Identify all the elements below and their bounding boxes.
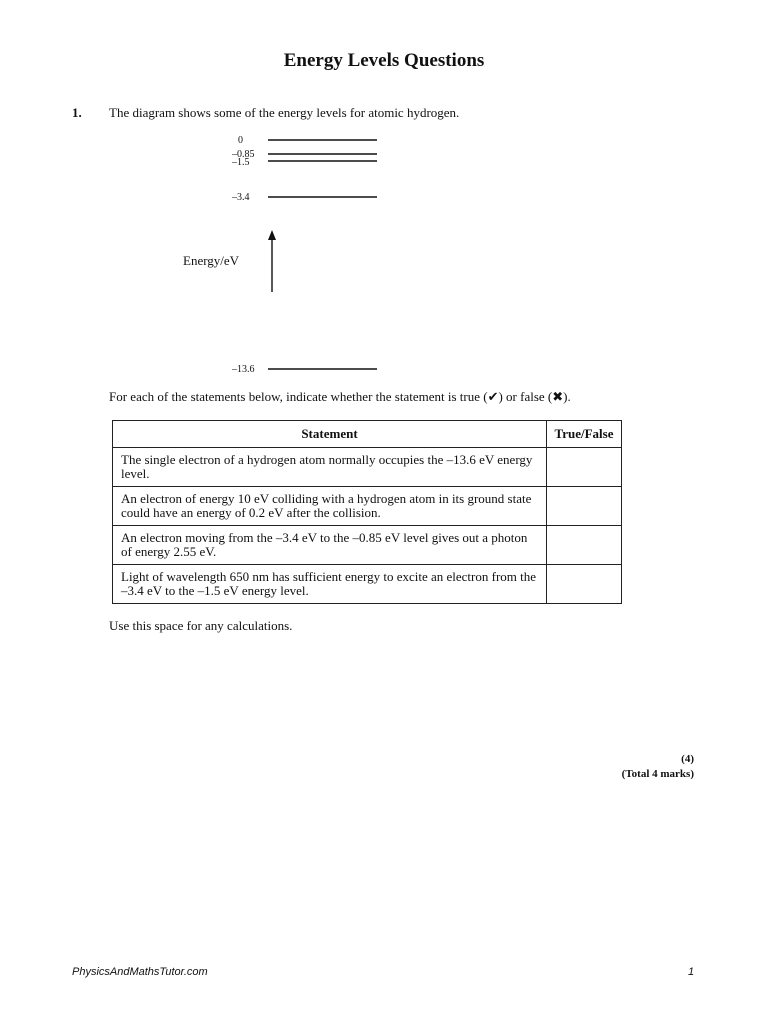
energy-level-diagram	[0, 0, 768, 400]
table-row	[113, 526, 622, 565]
true-false-answer-cell[interactable]	[547, 487, 622, 526]
true-false-answer-cell[interactable]	[547, 565, 622, 604]
level-label-minus-1-5: –1.5	[232, 157, 250, 168]
cross-icon: ✖	[552, 389, 564, 404]
table-row	[113, 565, 622, 604]
header-statement: Statement	[113, 421, 547, 448]
header-true-false: True/False	[547, 421, 622, 448]
table-row	[113, 487, 622, 526]
true-false-answer-cell[interactable]	[547, 448, 622, 487]
statement-cell: Light of wavelength 650 nm has sufficient energy to excite an electron from the –3.4 eV to the –1.5 eV energy level.	[113, 565, 547, 604]
level-label-0: 0	[238, 135, 243, 146]
statement-cell: An electron moving from the –3.4 eV to the –0.85 eV level gives out a photon of energy 2.55 eV.	[113, 526, 547, 565]
energy-axis-label: Energy/eV	[183, 253, 240, 268]
tick-icon: ✔	[487, 389, 499, 404]
question-number: 1.	[72, 105, 82, 120]
level-label-minus-3-4: –3.4	[232, 192, 250, 203]
level-label-minus-0-85: –0.85	[232, 149, 255, 160]
true-false-answer-cell[interactable]	[547, 526, 622, 565]
statements-table	[112, 420, 622, 604]
arrow-head-icon	[268, 230, 276, 240]
marks-block	[622, 752, 694, 782]
level-label-minus-13-6: –13.6	[232, 364, 255, 375]
table-row	[113, 448, 622, 487]
instruction-text: For each of the statements below, indicate whether the statement is true (✔) or false (✖).	[109, 389, 571, 404]
page-title: Energy Levels Questions	[283, 50, 485, 71]
statement-cell: An electron of energy 10 eV colliding with a hydrogen atom in its ground state could have an energy of 0.2 eV after the collision.	[113, 487, 547, 526]
footer-site: PhysicsAndMathsTutor.com	[72, 966, 208, 978]
calculation-space-note: Use this space for any calculations.	[109, 618, 293, 633]
question-intro: The diagram shows some of the energy levels for atomic hydrogen.	[109, 105, 460, 120]
statement-cell: The single electron of a hydrogen atom normally occupies the –13.6 eV energy level.	[113, 448, 547, 487]
total-marks: (Total 4 marks)	[621, 768, 694, 780]
footer-page-number: 1	[688, 966, 695, 978]
part-marks: (4)	[681, 753, 694, 765]
table-header-row	[113, 421, 622, 448]
